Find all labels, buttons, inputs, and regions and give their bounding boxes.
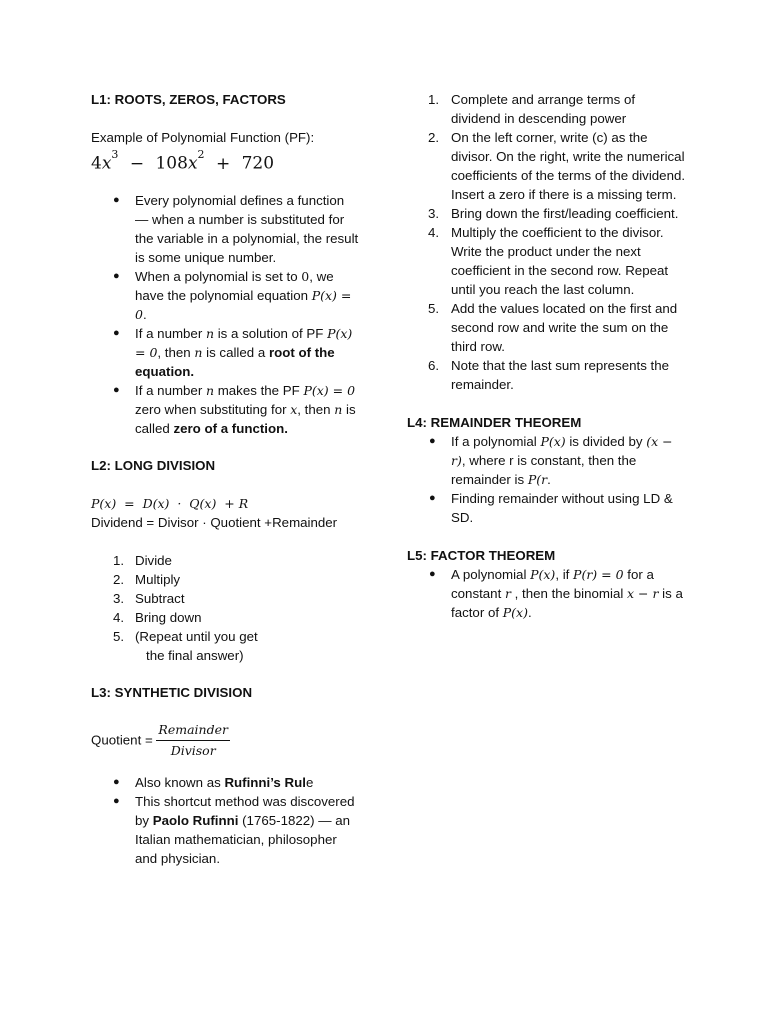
l3-bullet-2: ● This shortcut method was discovered by Paolo Rufinni (1765-1822) — an Italian mathematician, philosopher and physician. [91,792,361,868]
l4-bullet-list [407,432,687,527]
synthetic-step: 3. Bring down the first/leading coefficient. [428,206,679,221]
l4-bullet-1: ● If a polynomial P(x) is divided by (x − r), where r is constant, then the remainder is P(r. [407,432,687,489]
long-division-step: 5. (Repeat until you get the final answer) [113,629,258,663]
l1-bullet-4: ● If a number n makes the PF P(x) = 0 zero when substituting for x, then n is called zero of a function. [91,381,361,438]
l5-bullet-1: ● A polynomial P(x), if P(r) = 0 for a constant r , then the binomial x − r is a factor of P(x). [407,565,687,622]
synthetic-division-steps [407,90,687,394]
l4-bullet-2: ● Finding remainder without using LD & SD. [407,489,687,527]
quotient-fraction: $\frac{\text{Remainder}}{\text{Divisor}}$ [158,722,228,758]
left-column [91,90,361,868]
synthetic-step: 6. Note that the last sum represents the remainder. [428,358,670,392]
long-division-step: 1. Divide [113,553,172,568]
long-division-step: 4. Bring down [113,610,202,625]
synthetic-step: 2. On the left corner, write (c) as the divisor. On the right, write the numerical coefficients of the terms of the dividend. Insert a zero if there is a missing term. [428,130,686,202]
l3-heading: L3: SYNTHETIC DIVISION [91,685,253,700]
l3-bullet-1: ● Also known as Rufinni’s Rule [91,773,361,792]
example-polynomial: $4x^3 - 108x^2 + 720$ [91,148,275,174]
quotient-formula: Quotient = $\frac{\text{Remainder}}{\text{Divisor}}$ [91,720,361,761]
long-division-step: 3. Subtract [113,591,185,606]
synthetic-step: 5. Add the values located on the first and second row and write the sum on the third row. [428,301,678,354]
l5-bullet-list [407,565,687,622]
l1-bullet-list [91,191,361,438]
l3-bullet-list [91,773,361,868]
l1-example-label: Example of Polynomial Function (PF): [91,130,315,145]
long-division-formula: P(x) = D(x) · Q(x) + R [91,496,249,511]
synthetic-step: 4. Multiply the coefficient to the divisor. Write the product under the next coefficient in the second row. Repeat until you reach the last column. [428,225,669,297]
right-column [407,90,687,622]
l2-heading: L2: LONG DIVISION [91,458,216,473]
l1-bullet-2: ● When a polynomial is set to 0, we have the polynomial equation P(x) = 0. [91,267,361,324]
long-division-steps [91,551,361,665]
long-division-step: 2. Multiply [113,572,181,587]
l1-heading: L1: ROOTS, ZEROS, FACTORS [91,92,286,107]
long-division-words: Dividend = Divisor · Quotient +Remainder [91,515,338,530]
l1-bullet-1: ● Every polynomial defines a function — when a number is substituted for the variable in a polynomial, the result is some unique number. [91,191,361,267]
synthetic-step: 1. Complete and arrange terms of dividend in descending power [428,92,636,126]
l5-heading: L5: FACTOR THEOREM [407,548,556,563]
l1-bullet-3: ● If a number n is a solution of PF P(x) = 0, then n is called a root of the equation. [91,324,361,381]
l4-heading: L4: REMAINDER THEOREM [407,415,582,430]
